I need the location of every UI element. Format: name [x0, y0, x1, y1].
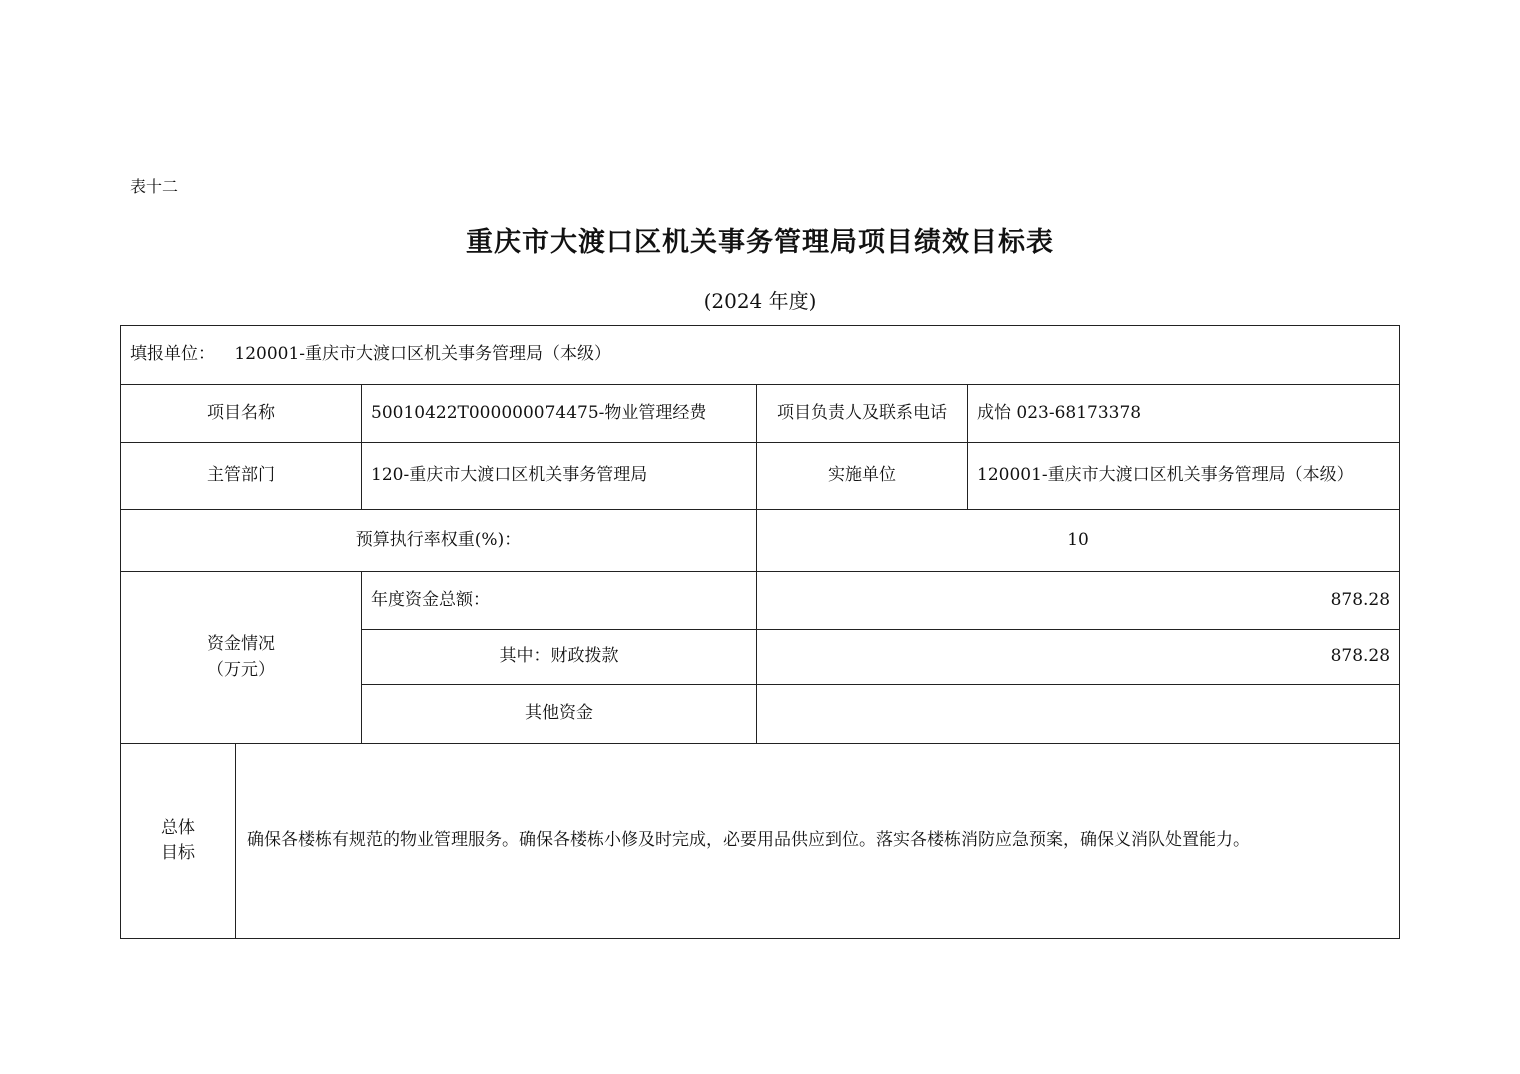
- funds-label-line1: 资金情况: [207, 634, 275, 654]
- annual-total-label: 年度资金总额：: [362, 572, 757, 630]
- department-row: [121, 443, 1400, 510]
- goal-label: [121, 744, 236, 939]
- reporting-unit-cell: [121, 326, 1400, 385]
- fiscal-value: 878.28: [757, 630, 1400, 685]
- impl-value: 120001-重庆市大渡口区机关事务管理局（本级）: [968, 443, 1400, 510]
- weight-value: 10: [757, 510, 1400, 572]
- other-funds-label: 其他资金: [362, 685, 757, 744]
- fiscal-label: 其中：财政拨款: [362, 630, 757, 685]
- weight-label: 预算执行率权重(%)：: [121, 510, 757, 572]
- performance-target-table: [120, 325, 1400, 939]
- weight-row: [121, 510, 1400, 572]
- goal-label-line2: 目标: [161, 843, 195, 863]
- contact-label: 项目负责人及联系电话: [757, 385, 968, 443]
- dept-value: 120-重庆市大渡口区机关事务管理局: [362, 443, 757, 510]
- document-title: 重庆市大渡口区机关事务管理局项目绩效目标表: [466, 227, 1054, 258]
- project-name-row: [121, 385, 1400, 443]
- goal-value: 确保各楼栋有规范的物业管理服务。确保各楼栋小修及时完成，必要用品供应到位。落实各楼栋消防应急预案，确保义消队处置能力。: [236, 744, 1400, 939]
- funds-label: [121, 572, 362, 744]
- contact-value: 成怡 023-68173378: [968, 385, 1400, 443]
- impl-label: 实施单位: [757, 443, 968, 510]
- reporting-unit-value: 120001-重庆市大渡口区机关事务管理局（本级）: [234, 344, 612, 365]
- other-funds-value: [757, 685, 1400, 744]
- project-name-label: 项目名称: [121, 385, 362, 443]
- reporting-unit-row: [121, 326, 1400, 385]
- goal-label-line1: 总体: [161, 817, 195, 838]
- annual-total-row: [121, 572, 1400, 630]
- table-number: 表十二: [130, 177, 179, 196]
- reporting-unit-label: 填报单位：: [130, 344, 215, 365]
- annual-total-value: 878.28: [757, 572, 1400, 630]
- document-subtitle: (2024 年度): [703, 289, 817, 313]
- funds-label-line2: （万元）: [207, 659, 275, 680]
- overall-goal-row: [121, 744, 1400, 939]
- project-name-value: 50010422T000000074475-物业管理经费: [362, 385, 757, 443]
- dept-label: 主管部门: [121, 443, 362, 510]
